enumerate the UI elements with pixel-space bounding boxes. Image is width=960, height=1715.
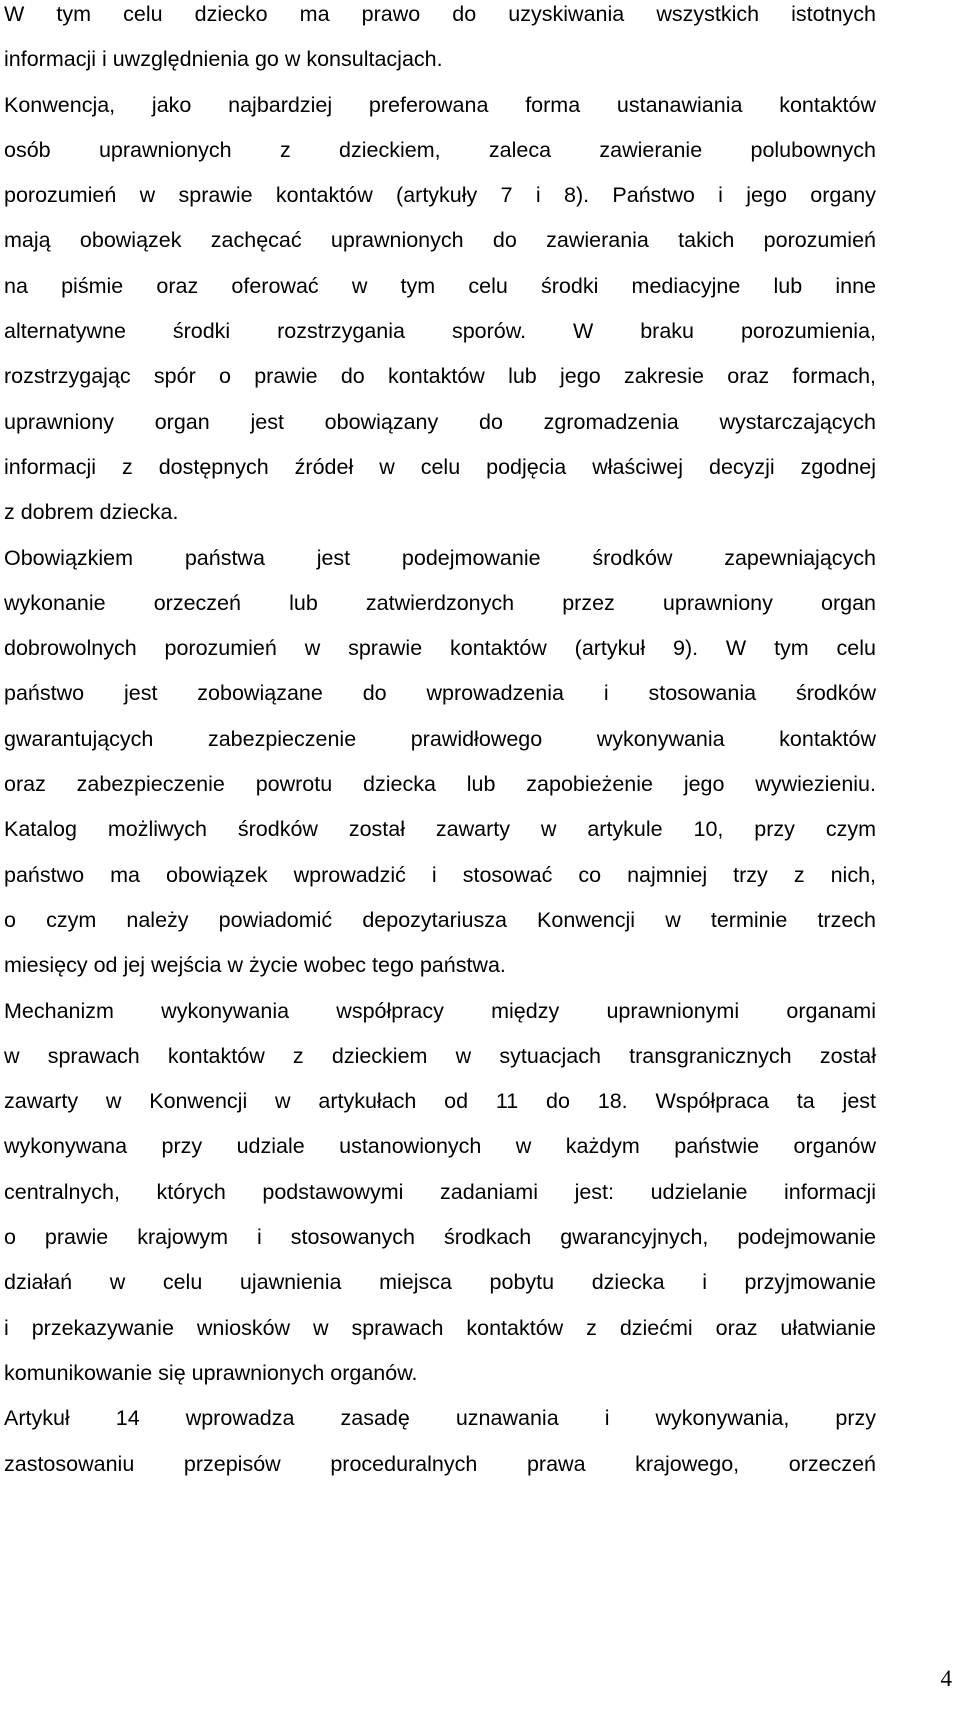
text-line: informacji i uwzględnienia go w konsultacjach. — [4, 47, 443, 72]
text-line: na piśmie oraz oferować w tym celu środki mediacyjne lub inne — [4, 273, 876, 298]
text-line: działań w celu ujawnienia miejsca pobytu dziecka i przyjmowanie — [4, 1270, 876, 1295]
text-line: porozumień w sprawie kontaktów (artykuły 7 i 8). Państwo i jego organy — [4, 183, 876, 208]
text-line: Konwencja, jako najbardziej preferowana forma ustanawiania kontaktów — [4, 92, 876, 117]
text-line: uprawniony organ jest obowiązany do zgromadzenia wystarczających — [4, 409, 876, 434]
text-line: komunikowanie się uprawnionych organów. — [4, 1360, 418, 1385]
text-line: alternatywne środki rozstrzygania sporów. W braku porozumienia, — [4, 319, 876, 344]
text-line: informacji z dostępnych źródeł w celu podjęcia właściwej decyzji zgodnej — [4, 454, 876, 479]
text-line: miesięcy od jej wejścia w życie wobec tego państwa. — [4, 953, 506, 978]
paragraph — [4, 1396, 876, 1487]
text-line: Mechanizm wykonywania współpracy między uprawnionymi organami — [4, 998, 876, 1023]
text-line: w sprawach kontaktów z dzieckiem w sytuacjach transgranicznych został — [4, 1043, 876, 1068]
page-number: 4 — [940, 1666, 952, 1691]
text-line: centralnych, których podstawowymi zadaniami jest: udzielanie informacji — [4, 1179, 876, 1204]
text-line: państwo ma obowiązek wprowadzić i stosować co najmniej trzy z nich, — [4, 862, 876, 887]
text-line: wykonywana przy udziale ustanowionych w każdym państwie organów — [4, 1134, 876, 1159]
text-line: o prawie krajowym i stosowanych środkach gwarancyjnych, podejmowanie — [4, 1225, 876, 1250]
body-text — [4, 0, 876, 1487]
text-line: rozstrzygając spór o prawie do kontaktów lub jego zakresie oraz formach, — [4, 364, 876, 389]
paragraph — [4, 989, 876, 1397]
text-line: oraz zabezpieczenie powrotu dziecka lub zapobieżenie jego wywiezieniu. — [4, 772, 876, 797]
text-line: państwo jest zobowiązane do wprowadzenia i stosowania środków — [4, 681, 876, 706]
text-line: i przekazywanie wniosków w sprawach kontaktów z dziećmi oraz ułatwianie — [4, 1315, 876, 1340]
text-line: wykonanie orzeczeń lub zatwierdzonych przez uprawniony organ — [4, 590, 876, 615]
text-line: Obowiązkiem państwa jest podejmowanie środków zapewniających — [4, 545, 876, 570]
paragraph — [4, 536, 876, 989]
paragraph — [4, 83, 876, 536]
text-line: mają obowiązek zachęcać uprawnionych do zawierania takich porozumień — [4, 228, 876, 253]
text-line: zastosowaniu przepisów proceduralnych prawa krajowego, orzeczeń — [4, 1451, 876, 1476]
text-line: zawarty w Konwencji w artykułach od 11 do 18. Współpraca ta jest — [4, 1089, 876, 1114]
text-line: Katalog możliwych środków został zawarty w artykule 10, przy czym — [4, 817, 876, 842]
text-line: z dobrem dziecka. — [4, 500, 179, 525]
text-line: dobrowolnych porozumień w sprawie kontaktów (artykuł 9). W tym celu — [4, 636, 876, 661]
paragraph — [4, 0, 876, 83]
text-line: Artykuł 14 wprowadza zasadę uznawania i wykonywania, przy — [4, 1406, 876, 1431]
text-line: W tym celu dziecko ma prawo do uzyskiwania wszystkich istotnych — [4, 2, 876, 26]
text-line: o czym należy powiadomić depozytariusza Konwencji w terminie trzech — [4, 907, 876, 932]
text-line: gwarantujących zabezpieczenie prawidłowego wykonywania kontaktów — [4, 726, 876, 751]
text-line: osób uprawnionych z dzieckiem, zaleca zawieranie polubownych — [4, 137, 876, 162]
